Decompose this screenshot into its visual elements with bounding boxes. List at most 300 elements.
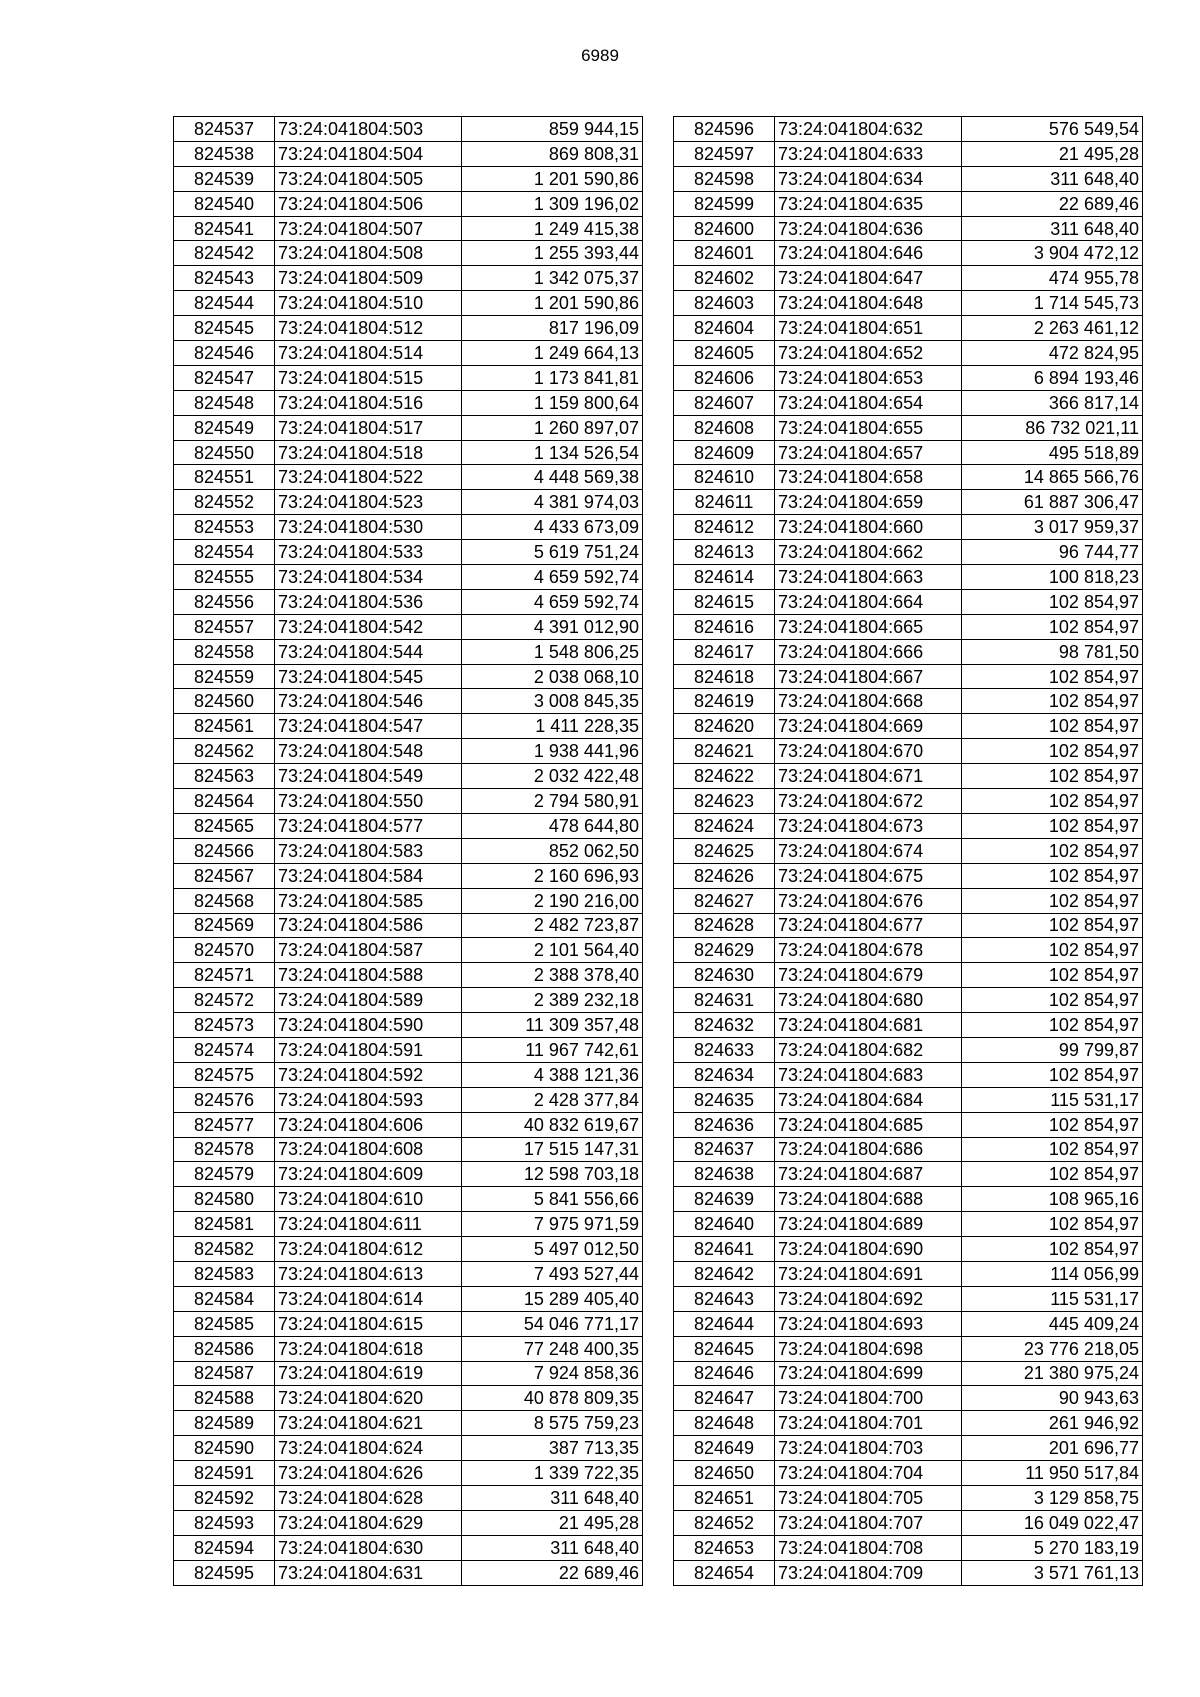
value-cell: 11 950 517,84 [962,1461,1143,1486]
table-row [174,565,643,590]
row-number-cell: 824553 [174,515,275,540]
table-row [674,1386,1143,1411]
value-cell: 11 967 742,61 [462,1037,643,1062]
value-cell: 5 270 183,19 [962,1535,1143,1560]
table-row [674,216,1143,241]
page-number: 6989 [581,46,619,65]
table-row [174,241,643,266]
value-cell: 15 289 405,40 [462,1286,643,1311]
cadastral-number-cell: 73:24:041804:620 [275,1386,462,1411]
cadastral-number-cell: 73:24:041804:512 [275,316,462,341]
value-cell: 8 575 759,23 [462,1411,643,1436]
row-number-cell: 824641 [674,1237,775,1262]
value-cell: 102 854,97 [962,888,1143,913]
cadastral-number-cell: 73:24:041804:548 [275,739,462,764]
value-cell: 5 841 556,66 [462,1187,643,1212]
cadastral-number-cell: 73:24:041804:514 [275,341,462,366]
cadastral-number-cell: 73:24:041804:518 [275,440,462,465]
cadastral-number-cell: 73:24:041804:655 [775,415,962,440]
cadastral-number-cell: 73:24:041804:626 [275,1461,462,1486]
value-cell: 311 648,40 [962,166,1143,191]
value-cell: 1 159 800,64 [462,390,643,415]
table-row [174,1436,643,1461]
row-number-cell: 824609 [674,440,775,465]
row-number-cell: 824649 [674,1436,775,1461]
table-row [674,1336,1143,1361]
row-number-cell: 824556 [174,589,275,614]
value-cell: 102 854,97 [962,988,1143,1013]
table-row [674,1237,1143,1262]
cadastral-number-cell: 73:24:041804:685 [775,1112,962,1137]
table-row [674,963,1143,988]
table-row [674,1461,1143,1486]
value-cell: 102 854,97 [962,913,1143,938]
cadastral-number-cell: 73:24:041804:633 [775,141,962,166]
row-number-cell: 824636 [674,1112,775,1137]
value-cell: 54 046 771,17 [462,1311,643,1336]
cadastral-number-cell: 73:24:041804:670 [775,739,962,764]
row-number-cell: 824611 [674,490,775,515]
cadastral-number-cell: 73:24:041804:609 [275,1162,462,1187]
table-row [174,515,643,540]
cadastral-number-cell: 73:24:041804:675 [775,863,962,888]
value-cell: 1 548 806,25 [462,639,643,664]
value-cell: 1 714 545,73 [962,291,1143,316]
table-row [674,390,1143,415]
value-cell: 1 201 590,86 [462,291,643,316]
row-number-cell: 824541 [174,216,275,241]
cadastral-number-cell: 73:24:041804:700 [775,1386,962,1411]
table-row [674,266,1143,291]
cadastral-number-cell: 73:24:041804:589 [275,988,462,1013]
cadastral-number-cell: 73:24:041804:613 [275,1261,462,1286]
value-cell: 102 854,97 [962,1013,1143,1038]
value-cell: 2 190 216,00 [462,888,643,913]
table-row [174,1560,643,1585]
cadastral-number-cell: 73:24:041804:507 [275,216,462,241]
row-number-cell: 824628 [674,913,775,938]
cadastral-number-cell: 73:24:041804:544 [275,639,462,664]
table-row [674,714,1143,739]
cadastral-number-cell: 73:24:041804:588 [275,963,462,988]
cadastral-number-cell: 73:24:041804:658 [775,465,962,490]
value-cell: 472 824,95 [962,341,1143,366]
row-number-cell: 824618 [674,664,775,689]
value-cell: 1 249 664,13 [462,341,643,366]
table-row [674,789,1143,814]
value-cell: 1 249 415,38 [462,216,643,241]
value-cell: 4 381 974,03 [462,490,643,515]
row-number-cell: 824579 [174,1162,275,1187]
value-cell: 1 201 590,86 [462,166,643,191]
table-row [674,365,1143,390]
table-row [674,1311,1143,1336]
cadastral-number-cell: 73:24:041804:517 [275,415,462,440]
value-cell: 102 854,97 [962,938,1143,963]
cadastral-number-cell: 73:24:041804:587 [275,938,462,963]
table-row [174,1286,643,1311]
table-row [674,689,1143,714]
value-cell: 102 854,97 [962,664,1143,689]
cadastral-number-cell: 73:24:041804:583 [275,838,462,863]
row-number-cell: 824578 [174,1137,275,1162]
row-number-cell: 824605 [674,341,775,366]
cadastral-number-cell: 73:24:041804:510 [275,291,462,316]
value-cell: 11 309 357,48 [462,1013,643,1038]
cadastral-number-cell: 73:24:041804:631 [275,1560,462,1585]
table-row [174,1261,643,1286]
row-number-cell: 824654 [674,1560,775,1585]
value-cell: 5 497 012,50 [462,1237,643,1262]
table-row [174,1187,643,1212]
row-number-cell: 824633 [674,1037,775,1062]
row-number-cell: 824539 [174,166,275,191]
row-number-cell: 824619 [674,689,775,714]
cadastral-number-cell: 73:24:041804:665 [775,614,962,639]
table-row [174,117,643,142]
cadastral-number-cell: 73:24:041804:550 [275,789,462,814]
value-cell: 98 781,50 [962,639,1143,664]
table-row [674,1361,1143,1386]
value-cell: 100 818,23 [962,565,1143,590]
row-number-cell: 824622 [674,764,775,789]
value-cell: 102 854,97 [962,1162,1143,1187]
value-cell: 22 689,46 [962,191,1143,216]
value-cell: 1 260 897,07 [462,415,643,440]
row-number-cell: 824574 [174,1037,275,1062]
value-cell: 21 380 975,24 [962,1361,1143,1386]
row-number-cell: 824596 [674,117,775,142]
row-number-cell: 824623 [674,789,775,814]
table-row [174,1510,643,1535]
value-cell: 311 648,40 [962,216,1143,241]
cadastral-number-cell: 73:24:041804:664 [775,589,962,614]
row-number-cell: 824648 [674,1411,775,1436]
value-cell: 311 648,40 [462,1485,643,1510]
cadastral-number-cell: 73:24:041804:503 [275,117,462,142]
cadastral-number-cell: 73:24:041804:690 [775,1237,962,1262]
value-cell: 1 339 722,35 [462,1461,643,1486]
value-cell: 2 428 377,84 [462,1087,643,1112]
row-number-cell: 824551 [174,465,275,490]
table-row [174,1062,643,1087]
value-cell: 102 854,97 [962,764,1143,789]
row-number-cell: 824540 [174,191,275,216]
row-number-cell: 824635 [674,1087,775,1112]
cadastral-number-cell: 73:24:041804:608 [275,1137,462,1162]
table-row [174,789,643,814]
cadastral-number-cell: 73:24:041804:672 [775,789,962,814]
cadastral-number-cell: 73:24:041804:509 [275,266,462,291]
row-number-cell: 824563 [174,764,275,789]
value-cell: 2 032 422,48 [462,764,643,789]
cadastral-number-cell: 73:24:041804:593 [275,1087,462,1112]
row-number-cell: 824598 [674,166,775,191]
cadastral-number-cell: 73:24:041804:635 [775,191,962,216]
cadastral-number-cell: 73:24:041804:516 [275,390,462,415]
cadastral-number-cell: 73:24:041804:632 [775,117,962,142]
table-row [174,938,643,963]
cadastral-number-cell: 73:24:041804:610 [275,1187,462,1212]
row-number-cell: 824645 [674,1336,775,1361]
cadastral-number-cell: 73:24:041804:549 [275,764,462,789]
row-number-cell: 824544 [174,291,275,316]
value-cell: 2 263 461,12 [962,316,1143,341]
row-number-cell: 824555 [174,565,275,590]
cadastral-number-cell: 73:24:041804:618 [275,1336,462,1361]
table-row [174,639,643,664]
value-cell: 102 854,97 [962,963,1143,988]
cadastral-number-cell: 73:24:041804:666 [775,639,962,664]
cadastral-number-cell: 73:24:041804:648 [775,291,962,316]
cadastral-table-left [173,116,643,1586]
table-row [174,1112,643,1137]
cadastral-number-cell: 73:24:041804:584 [275,863,462,888]
row-number-cell: 824597 [674,141,775,166]
value-cell: 3 571 761,13 [962,1560,1143,1585]
cadastral-number-cell: 73:24:041804:651 [775,316,962,341]
table-row [174,465,643,490]
table-row [674,465,1143,490]
row-number-cell: 824647 [674,1386,775,1411]
cadastral-number-cell: 73:24:041804:660 [775,515,962,540]
value-cell: 115 531,17 [962,1087,1143,1112]
value-cell: 90 943,63 [962,1386,1143,1411]
row-number-cell: 824595 [174,1560,275,1585]
table-row [174,1485,643,1510]
row-number-cell: 824590 [174,1436,275,1461]
row-number-cell: 824621 [674,739,775,764]
cadastral-number-cell: 73:24:041804:657 [775,440,962,465]
cadastral-number-cell: 73:24:041804:634 [775,166,962,191]
row-number-cell: 824646 [674,1361,775,1386]
row-number-cell: 824616 [674,614,775,639]
row-number-cell: 824584 [174,1286,275,1311]
table-row [174,1237,643,1262]
row-number-cell: 824571 [174,963,275,988]
row-number-cell: 824554 [174,540,275,565]
row-number-cell: 824613 [674,540,775,565]
value-cell: 1 342 075,37 [462,266,643,291]
value-cell: 102 854,97 [962,1112,1143,1137]
row-number-cell: 824538 [174,141,275,166]
cadastral-number-cell: 73:24:041804:523 [275,490,462,515]
table-row [674,1162,1143,1187]
value-cell: 2 101 564,40 [462,938,643,963]
cadastral-table-right [673,116,1143,1586]
table-row [174,838,643,863]
table-row [174,963,643,988]
table-row [174,166,643,191]
value-cell: 102 854,97 [962,1062,1143,1087]
value-cell: 7 924 858,36 [462,1361,643,1386]
value-cell: 96 744,77 [962,540,1143,565]
table-row [674,764,1143,789]
value-cell: 99 799,87 [962,1037,1143,1062]
row-number-cell: 824638 [674,1162,775,1187]
table-row [174,316,643,341]
value-cell: 311 648,40 [462,1535,643,1560]
row-number-cell: 824594 [174,1535,275,1560]
value-cell: 1 309 196,02 [462,191,643,216]
value-cell: 40 878 809,35 [462,1386,643,1411]
table-row [674,888,1143,913]
row-number-cell: 824561 [174,714,275,739]
cadastral-number-cell: 73:24:041804:591 [275,1037,462,1062]
cadastral-number-cell: 73:24:041804:547 [275,714,462,739]
row-number-cell: 824589 [174,1411,275,1436]
cadastral-number-cell: 73:24:041804:705 [775,1485,962,1510]
cadastral-number-cell: 73:24:041804:662 [775,540,962,565]
table-row [174,415,643,440]
table-row [674,141,1143,166]
row-number-cell: 824547 [174,365,275,390]
table-row [174,1535,643,1560]
cadastral-number-cell: 73:24:041804:590 [275,1013,462,1038]
table-row [174,589,643,614]
row-number-cell: 824542 [174,241,275,266]
cadastral-number-cell: 73:24:041804:691 [775,1261,962,1286]
value-cell: 852 062,50 [462,838,643,863]
row-number-cell: 824640 [674,1212,775,1237]
table-row [174,1162,643,1187]
table-row [674,191,1143,216]
row-number-cell: 824583 [174,1261,275,1286]
table-row [174,1037,643,1062]
table-row [174,216,643,241]
table-row [174,1361,643,1386]
value-cell: 4 659 592,74 [462,565,643,590]
table-row [174,341,643,366]
row-number-cell: 824581 [174,1212,275,1237]
cadastral-number-cell: 73:24:041804:707 [775,1510,962,1535]
row-number-cell: 824537 [174,117,275,142]
cadastral-number-cell: 73:24:041804:699 [775,1361,962,1386]
cadastral-number-cell: 73:24:041804:692 [775,1286,962,1311]
value-cell: 1 134 526,54 [462,440,643,465]
cadastral-number-cell: 73:24:041804:505 [275,166,462,191]
row-number-cell: 824575 [174,1062,275,1087]
cadastral-number-cell: 73:24:041804:679 [775,963,962,988]
table-row [174,365,643,390]
row-number-cell: 824626 [674,863,775,888]
value-cell: 7 493 527,44 [462,1261,643,1286]
cadastral-number-cell: 73:24:041804:534 [275,565,462,590]
cadastral-number-cell: 73:24:041804:688 [775,1187,962,1212]
row-number-cell: 824601 [674,241,775,266]
row-number-cell: 824587 [174,1361,275,1386]
row-number-cell: 824559 [174,664,275,689]
value-cell: 23 776 218,05 [962,1336,1143,1361]
table-row [674,739,1143,764]
table-row [174,714,643,739]
row-number-cell: 824615 [674,589,775,614]
value-cell: 817 196,09 [462,316,643,341]
cadastral-number-cell: 73:24:041804:687 [775,1162,962,1187]
cadastral-number-cell: 73:24:041804:592 [275,1062,462,1087]
value-cell: 3 017 959,37 [962,515,1143,540]
cadastral-number-cell: 73:24:041804:684 [775,1087,962,1112]
value-cell: 474 955,78 [962,266,1143,291]
table-row [174,266,643,291]
row-number-cell: 824624 [674,813,775,838]
table-row [674,291,1143,316]
row-number-cell: 824614 [674,565,775,590]
cadastral-number-cell: 73:24:041804:669 [775,714,962,739]
value-cell: 2 388 378,40 [462,963,643,988]
row-number-cell: 824592 [174,1485,275,1510]
cadastral-number-cell: 73:24:041804:653 [775,365,962,390]
table-row [674,1137,1143,1162]
row-number-cell: 824548 [174,390,275,415]
value-cell: 2 038 068,10 [462,664,643,689]
row-number-cell: 824639 [674,1187,775,1212]
value-cell: 14 865 566,76 [962,465,1143,490]
value-cell: 1 173 841,81 [462,365,643,390]
value-cell: 61 887 306,47 [962,490,1143,515]
value-cell: 2 482 723,87 [462,913,643,938]
cadastral-number-cell: 73:24:041804:619 [275,1361,462,1386]
table-row [174,1336,643,1361]
value-cell: 2 794 580,91 [462,789,643,814]
row-number-cell: 824586 [174,1336,275,1361]
cadastral-number-cell: 73:24:041804:586 [275,913,462,938]
cadastral-number-cell: 73:24:041804:698 [775,1336,962,1361]
cadastral-number-cell: 73:24:041804:654 [775,390,962,415]
row-number-cell: 824568 [174,888,275,913]
row-number-cell: 824608 [674,415,775,440]
value-cell: 21 495,28 [462,1510,643,1535]
row-number-cell: 824607 [674,390,775,415]
cadastral-number-cell: 73:24:041804:678 [775,938,962,963]
cadastral-number-cell: 73:24:041804:709 [775,1560,962,1585]
row-number-cell: 824588 [174,1386,275,1411]
row-number-cell: 824576 [174,1087,275,1112]
value-cell: 4 388 121,36 [462,1062,643,1087]
cadastral-number-cell: 73:24:041804:681 [775,1013,962,1038]
value-cell: 22 689,46 [462,1560,643,1585]
value-cell: 2 160 696,93 [462,863,643,888]
table-row [674,1261,1143,1286]
table-row [174,614,643,639]
row-number-cell: 824543 [174,266,275,291]
row-number-cell: 824606 [674,365,775,390]
row-number-cell: 824644 [674,1311,775,1336]
cadastral-number-cell: 73:24:041804:536 [275,589,462,614]
table-row [174,390,643,415]
value-cell: 40 832 619,67 [462,1112,643,1137]
row-number-cell: 824634 [674,1062,775,1087]
value-cell: 1 411 228,35 [462,714,643,739]
value-cell: 115 531,17 [962,1286,1143,1311]
cadastral-number-cell: 73:24:041804:663 [775,565,962,590]
cadastral-number-cell: 73:24:041804:636 [775,216,962,241]
row-number-cell: 824546 [174,341,275,366]
row-number-cell: 824572 [174,988,275,1013]
table-row [674,1037,1143,1062]
cadastral-number-cell: 73:24:041804:508 [275,241,462,266]
cadastral-number-cell: 73:24:041804:668 [775,689,962,714]
value-cell: 108 965,16 [962,1187,1143,1212]
cadastral-number-cell: 73:24:041804:693 [775,1311,962,1336]
table-row [174,664,643,689]
cadastral-number-cell: 73:24:041804:577 [275,813,462,838]
row-number-cell: 824549 [174,415,275,440]
table-row [674,117,1143,142]
value-cell: 387 713,35 [462,1436,643,1461]
table-row [174,291,643,316]
row-number-cell: 824600 [674,216,775,241]
